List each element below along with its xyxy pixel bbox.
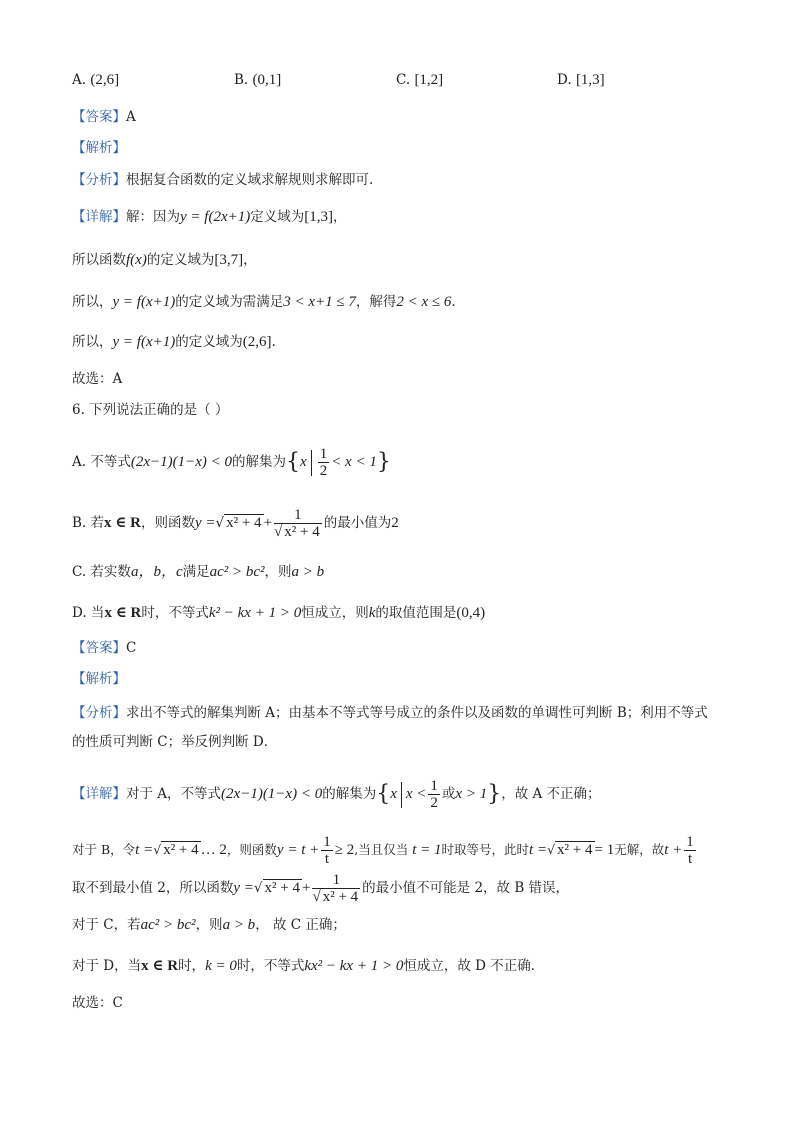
numerator: 1 <box>312 872 360 889</box>
math: [3,7] <box>214 252 244 268</box>
math: a，b，c <box>130 564 183 580</box>
text: 的解集为 <box>232 454 287 470</box>
option-value: (0,1] <box>252 72 282 88</box>
text: ，解得 <box>355 294 397 310</box>
math: k <box>368 605 376 621</box>
fenxi-text: 求出不等式的解集判断 A；由基本不等式等号成立的条件以及函数的单调性可判断 B；利用不等式 <box>126 705 708 721</box>
option-label: C. <box>396 72 411 88</box>
math: k = 0 <box>205 958 237 974</box>
brace: } <box>487 781 502 807</box>
math: y = f(x+1) <box>112 294 176 310</box>
text: 的定义域为 <box>146 252 215 268</box>
numerator: 1 <box>686 834 694 850</box>
q5-detail-1 <box>72 207 346 227</box>
math: ac² > bc² <box>140 917 196 933</box>
math: y = f(x+1) <box>112 334 176 350</box>
math: = 1 <box>594 842 615 858</box>
option-label: D. <box>557 72 572 88</box>
option-b <box>234 72 281 89</box>
math: x <box>390 786 397 802</box>
text: 时取等号，此时 <box>441 842 530 857</box>
text: 取不到最小值 2，所以函数 <box>72 880 234 896</box>
choice-text: 故选：C <box>72 995 123 1011</box>
brace: { <box>376 781 391 807</box>
math: x ∈ R <box>141 958 179 974</box>
math: x <box>300 454 307 470</box>
q6-option-a <box>72 446 391 479</box>
math: kx² − kx + 1 > 0 <box>304 958 404 974</box>
math: a > b <box>291 564 325 580</box>
text: 时，不等式 <box>236 958 305 974</box>
math: ≥ 2 <box>334 842 355 858</box>
answer-tag: 【答案】 <box>72 109 126 125</box>
option-value: [1,2] <box>414 72 444 88</box>
text: ，故 A 不正确； <box>501 786 601 802</box>
numerator: 1 <box>319 446 328 462</box>
math: (0,4) <box>456 605 486 621</box>
text: 定义域为 <box>250 209 305 225</box>
text: 对于 A，不等式 <box>126 786 222 802</box>
text: 恒成立，故 D 不正确． <box>403 958 545 974</box>
fraction <box>321 834 333 867</box>
q6-option-b: B. 若x ∈ R，则函数y =√ x² + 4 + $\frac{1}{\text{√ x² + 4}}$ 的最小值为2 <box>72 507 399 540</box>
math: (2,6] <box>242 334 272 350</box>
fraction <box>684 834 696 867</box>
math: ac² > bc² <box>209 564 265 580</box>
option-d <box>557 72 605 89</box>
q6-detail-d <box>72 956 544 976</box>
q5-answer <box>72 107 136 127</box>
math: x ∈ R <box>104 515 141 531</box>
q6-analysis-tag <box>72 669 126 689</box>
text: 对于 B，令 <box>72 842 136 857</box>
option-value: (2,6] <box>90 72 120 88</box>
q5-choice <box>72 369 122 389</box>
fenxi-text: 的性质可判断 C；举反例判断 D． <box>72 734 278 750</box>
text: C. 若实数 <box>72 564 131 580</box>
fraction <box>312 872 360 905</box>
q6-fenxi-2 <box>72 732 277 752</box>
fraction <box>318 446 330 479</box>
q6-stem <box>72 400 228 420</box>
math: y = t + <box>276 842 320 858</box>
q5-detail-3 <box>72 292 456 312</box>
text: 的定义域为 <box>175 334 243 350</box>
sqrt-expr: x² + 4 <box>163 842 199 858</box>
text: . <box>271 334 276 350</box>
text: 的最小值为 <box>323 515 392 531</box>
text: 解：因为 <box>126 209 180 225</box>
text: 对于 D，当 <box>72 958 142 974</box>
math: (2x−1)(1−x) < 0 <box>221 786 323 802</box>
text: 恒成立，则 <box>301 605 369 621</box>
brace: } <box>376 449 391 475</box>
math: 2 <box>391 515 399 531</box>
text: 的取值范围是 <box>375 605 457 621</box>
text: 无解，故 <box>614 842 665 857</box>
denominator: 2 <box>319 463 328 479</box>
q6-option-c <box>72 562 324 582</box>
math: t = <box>529 842 548 858</box>
text: 所以函数 <box>72 252 126 268</box>
set-bar <box>401 782 402 808</box>
answer-value: A <box>126 109 136 125</box>
denominator: √ x² + 4 <box>312 889 359 905</box>
math: (2x−1)(1−x) < 0 <box>130 454 233 470</box>
option-c <box>396 72 443 89</box>
fenxi-tag: 【分析】 <box>72 172 126 188</box>
text: 时，不等式 <box>141 605 209 621</box>
q5-analysis-tag <box>72 138 126 158</box>
text: ，则 <box>195 917 223 933</box>
math: x ∈ R <box>104 605 142 621</box>
q5-detail-2 <box>72 250 257 270</box>
answer-tag: 【答案】 <box>72 640 126 656</box>
q6-detail-b2: 取不到最小值 2，所以函数y =√ x² + 4 + $\frac{1}{\text{√ x² + 4}}$ 的最小值不可能是 2，故 B 错误， <box>72 872 570 905</box>
sqrt-expr: x² + 4 <box>264 880 300 896</box>
text: 时， <box>178 958 206 974</box>
q5-detail-4 <box>72 332 276 352</box>
text: 所以， <box>72 334 113 350</box>
option-label: B. <box>234 72 249 88</box>
text: 所以， <box>72 294 113 310</box>
q5-fenxi <box>72 170 373 190</box>
math: f(x) <box>126 252 147 268</box>
q6-option-d <box>72 603 485 623</box>
q6-detail-a <box>72 778 601 811</box>
q6-fenxi-1 <box>72 703 708 723</box>
analysis-tag: 【解析】 <box>72 671 126 687</box>
math: + <box>263 515 273 531</box>
math: k² − kx + 1 > 0 <box>208 605 302 621</box>
option-label: A. <box>72 72 87 88</box>
math: 2 < x ≤ 6 <box>396 294 452 310</box>
numerator: 1 <box>430 778 438 794</box>
text: B. 若 <box>72 515 105 531</box>
math: 3 < x+1 ≤ 7 <box>283 294 356 310</box>
fenxi-tag: 【分析】 <box>72 705 126 721</box>
set-bar <box>311 450 312 476</box>
sqrt-expr: x² + 4 <box>322 889 359 905</box>
text: A. 不等式 <box>72 454 131 470</box>
text: ，则 <box>264 564 292 580</box>
denominator: t <box>687 851 693 867</box>
q6-detail-b: 对于 B，令t =√ x² + 4 … 2，则函数y = t + $\frac{1}{t}$ ≥ 2,当且仅当 t = 1时取等号，此时t =√ x² + 4 = 1无解，故t + $\frac{1}{t}$ <box>72 834 694 867</box>
brace: { <box>286 449 301 475</box>
denominator: √ x² + 4 <box>274 524 320 540</box>
text: D. 当 <box>72 605 105 621</box>
option-a <box>72 72 119 89</box>
math: + <box>302 880 311 896</box>
text: ， 故 C 正确； <box>255 917 346 933</box>
math: t = 1 <box>412 842 442 858</box>
text: ， <box>332 209 347 225</box>
sqrt-expr: x² + 4 <box>557 842 593 858</box>
fraction <box>428 778 440 811</box>
text: 的解集为 <box>322 786 377 802</box>
math: < x < 1 <box>331 454 377 470</box>
math: … 2 <box>200 842 227 858</box>
math: t + <box>664 842 683 858</box>
answer-value: C <box>126 640 137 656</box>
text: 的定义域为需满足 <box>175 294 284 310</box>
numerator: 1 <box>323 834 331 850</box>
q6-choice <box>72 993 123 1013</box>
fraction <box>274 507 322 540</box>
math: t = <box>135 842 154 858</box>
q6-answer <box>72 638 136 658</box>
text: 对于 C，若 <box>72 917 141 933</box>
sqrt-expr: x² + 4 <box>226 515 262 531</box>
math: y = f(2x+1) <box>180 209 251 225</box>
math: x < <box>405 786 427 802</box>
text: . <box>451 294 456 310</box>
question-stem: 6. 下列说法正确的是（ ） <box>72 402 229 418</box>
math: a > b <box>222 917 256 933</box>
math: y = <box>233 880 254 896</box>
text: 的最小值不可能是 2，故 B 错误， <box>362 880 570 896</box>
denominator: 2 <box>430 795 438 811</box>
option-value: [1,3] <box>575 72 605 88</box>
choice-text: 故选：A <box>72 371 123 387</box>
numerator: 1 <box>274 507 322 524</box>
text: ，则函数 <box>140 515 195 531</box>
xiangjie-tag: 【详解】 <box>72 209 126 225</box>
sqrt-expr: x² + 4 <box>284 524 320 540</box>
math: x > 1 <box>455 786 488 802</box>
denominator: t <box>324 851 330 867</box>
analysis-tag: 【解析】 <box>72 140 126 156</box>
q6-detail-c <box>72 915 346 935</box>
xiangjie-tag: 【详解】 <box>72 786 126 802</box>
text: ， <box>243 252 257 268</box>
text: ，则函数 <box>226 842 277 857</box>
math: y = <box>194 515 216 531</box>
text: ,当且仅当 <box>354 842 409 857</box>
math: [1,3] <box>304 209 333 225</box>
text: 或 <box>441 786 456 802</box>
text: 满足 <box>182 564 210 580</box>
fenxi-text: 根据复合函数的定义域求解规则求解即可. <box>126 172 374 188</box>
